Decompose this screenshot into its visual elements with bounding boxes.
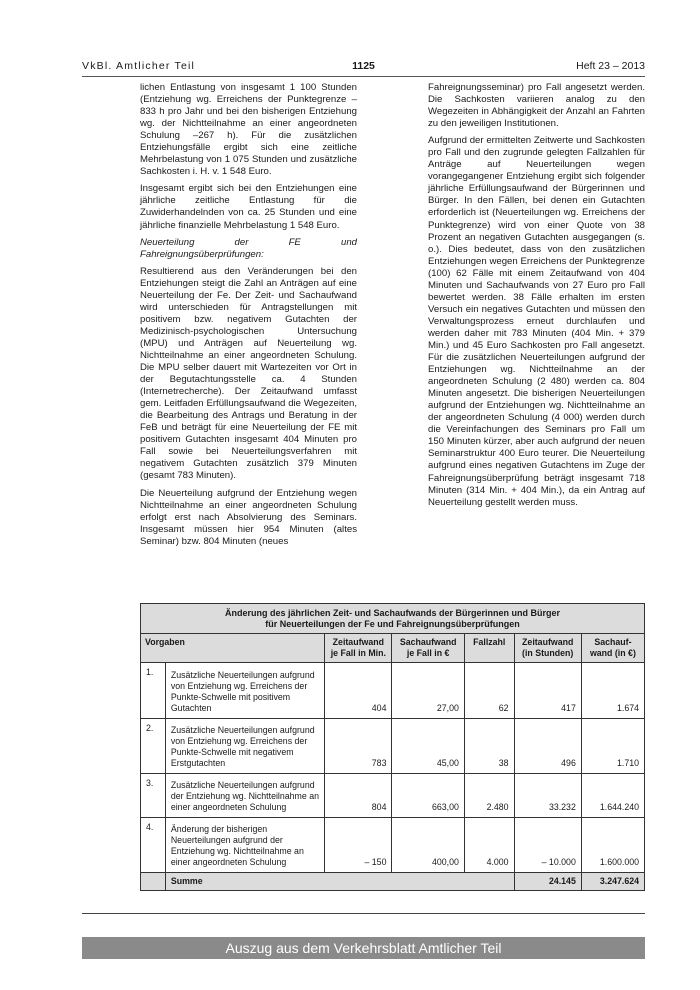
- column-header-zeit-fall: [325, 634, 392, 663]
- cell-zeit-fall: – 150: [325, 818, 392, 873]
- cell-zeit-fall: 804: [325, 774, 392, 818]
- paragraph: Die Neuerteilung aufgrund der Entziehung wegen Nichtteilnahme an einer angeordneten Schulung erfolgt erst nach Absolvierung des Seminars. Insgesamt müssen hier 954 Minuten (altes Seminar) bzw. 804 Minuten (neues: [140, 487, 357, 547]
- row-description: Zusätzliche Neuerteilungen aufgrund der Entziehung wg. Nichtteilnahme an einer angeordneten Schulung: [165, 774, 324, 818]
- sum-sach-total: 3.247.624: [581, 873, 644, 891]
- table-title-line: für Neuerteilungen der Fe und Fahreignungsüberprüfungen: [265, 619, 520, 629]
- cell-sach-total: 1.710: [581, 719, 644, 774]
- paragraph: Aufgrund der ermittelten Zeitwerte und Sachkosten pro Fall und den zugrunde gelegten Fallzahlen für Anträge auf Neuerteilungen wegen vorangegangener Entziehung ergibt sich folgender jährliche Erfüllungsaufwand der Bürgerinnen und Bürger. In den Fällen, bei denen ein Gutachten erforderlich ist (Neuerteilungen wg. Erreichens der Punktegrenze) wird von einer Quote von 38 Prozent an negativen Gutachten ausgegangen (s. o.). Dies bedeutet, dass von den zusätzlichen Entziehungen wegen Erreichens der Punktegrenze (100) 62 Fälle mit einem Zeitaufwand von 404 Minuten und Sachaufwands von 27 Euro pro Fall bewertet werden. 38 Fälle erhalten im ersten Versuch ein negatives Gutachten und müssen den Verwaltungsprozess erneut durchlaufen und werden daher mit 783 Minuten (404 Min. + 379 Min.) und 45 Euro Sachkosten pro Fall angesetzt. Für die zusätzlichen Neuerteilungen aufgrund der Entziehungen wg. Nichtteilnahme an der angeordneten Schulung (2 480) werden ca. 804 Minuten angesetzt. Die bisherigen Neuerteilungen aufgrund der Entziehungen wg. Nichtteilnahme an der angeordneten Schulung (4 000) werden durch die Vereinfachungen des Seminars pro Fall um 150 Minuten kürzer, aber auch aufgrund der neuen Seminarstruktur 400 Euro teurer. Die Neuerteilung aufgrund eines negativen Gutachtens im Zuge der Fahreignungsüberprüfung beträgt insgesamt 718 Minuten (314 Min. + 404 Min.), da ein Antrag auf Neuerteilung gestellt werden muss.: [428, 135, 645, 508]
- header-line: Zeitaufwand: [332, 637, 384, 647]
- sum-label: Summe: [165, 873, 514, 891]
- header-line: je Fall in Min.: [330, 648, 386, 658]
- header-line: wand (in €): [589, 648, 636, 658]
- table-row: [141, 774, 645, 818]
- column-header-zeit-total: [514, 634, 581, 663]
- cell-fallzahl: 62: [464, 663, 514, 719]
- column-header-vorgaben: Vorgaben: [141, 634, 325, 663]
- page-header: [82, 60, 645, 76]
- cell-sach-total: 1.600.000: [581, 818, 644, 873]
- header-line: Sachaufwand: [399, 637, 457, 647]
- table-row: [141, 719, 645, 774]
- row-description: Zusätzliche Neuerteilungen aufgrund von Entziehung wg. Erreichens der Punkte-Schwelle mit positivem Gutachten: [165, 663, 324, 719]
- header-line: (in Stunden): [522, 648, 574, 658]
- paragraph: lichen Entlastung von insgesamt 1 100 Stunden (Entziehung wg. Erreichens der Punktegrenze –833 h pro Jahr und bei den bisherigen Entziehung wg. der Nichtteilnahme an einer angeordneten Schulung –267 h). Für die zusätzlichen Entziehungsfälle ergibt sich eine zeitliche Mehrbelastung von 1 075 Stunden und zusätzliche Sachkosten i. H. v. 1 548 Euro.: [140, 82, 357, 178]
- column-header-sach-fall: [392, 634, 464, 663]
- cell-sach-total: 1.644.240: [581, 774, 644, 818]
- cell-sach-fall: 400,00: [392, 818, 464, 873]
- cell-sach-fall: 663,00: [392, 774, 464, 818]
- bottom-divider: [82, 913, 645, 914]
- cost-change-table: [140, 603, 645, 891]
- table-row: [141, 818, 645, 873]
- paragraph: Insgesamt ergibt sich bei den Entziehungen eine jährliche zeitliche Entlastung für die Zuwiderhandelnden von ca. 25 Stunden und eine jährliche finanzielle Mehrbelastung 1 548 Euro.: [140, 183, 357, 231]
- row-number: 3.: [141, 774, 166, 818]
- header-line: Sachauf-: [594, 637, 632, 647]
- row-number: 2.: [141, 719, 166, 774]
- cell-sach-total: 1.674: [581, 663, 644, 719]
- page-number: 1125: [352, 60, 375, 72]
- cell-zeit-fall: 783: [325, 719, 392, 774]
- cell-zeit-total: – 10.000: [514, 818, 581, 873]
- table-title-row: [141, 604, 645, 634]
- column-header-fallzahl: Fallzahl: [464, 634, 514, 663]
- table-title: [141, 604, 645, 634]
- table-title-line: Änderung des jährlichen Zeit- und Sachaufwands der Bürgerinnen und Bürger: [224, 608, 561, 618]
- cell-zeit-total: 496: [514, 719, 581, 774]
- column-header-sach-total: [581, 634, 644, 663]
- cell-zeit-total: 33.232: [514, 774, 581, 818]
- cell-fallzahl: 38: [464, 719, 514, 774]
- cell-zeit-fall: 404: [325, 663, 392, 719]
- footer-banner: Auszug aus dem Verkehrsblatt Amtlicher Teil: [82, 937, 645, 959]
- issue-label: Heft 23 – 2013: [576, 60, 645, 72]
- row-description: Änderung der bisherigen Neuerteilungen aufgrund der Entziehung wg. Nichtteilnahme an einer angeordneten Schulung: [165, 818, 324, 873]
- table-row: [141, 663, 645, 719]
- sum-spacer: [141, 873, 166, 891]
- paragraph: Fahreignungsseminar) pro Fall angesetzt werden. Die Sachkosten variieren analog zu den Wegezeiten in Abhängigkeit der Anzahl an Fahrten zu den jeweiligen Institutionen.: [428, 82, 645, 130]
- left-text-column: [140, 82, 357, 553]
- header-line: Zeitaufwand: [522, 637, 574, 647]
- cell-sach-fall: 45,00: [392, 719, 464, 774]
- section-heading: Neuerteilung der FE und Fahreignungsüberprüfungen:: [140, 236, 357, 260]
- table-sum-row: [141, 873, 645, 891]
- cell-sach-fall: 27,00: [392, 663, 464, 719]
- right-text-column: [428, 82, 645, 514]
- paragraph: Resultierend aus den Veränderungen bei den Entziehungen steigt die Zahl an Anträgen auf eine Neuerteilung der Fe. Der Zeit- und Sachaufwand wird unterschieden für Antragstellungen mit positivem bzw. negativem Gutachten der Medizinisch-psychologischen Untersuchung (MPU) und Anträgen auf Neuerteilung wg. Nichtteilnahme an einer angeordneten Schulung. Die MPU selber dauert mit Wartezeiten vor Ort in der Begutachtungsstelle ca. 4 Stunden (Internetrecherche). Der Zeitaufwand umfasst gem. Leitfaden Erfüllungsaufwand die Wegezeiten, die Bearbeitung des Antrags und Beratung in der FeB und beträgt für eine Neuerteilung der FE mit positivem Gutachten insgesamt 404 Minuten pro Fall sowie bei Neuerteilungsverfahren mit negativem Gutachten zusätzlich 379 Minuten (gesamt 783 Minuten).: [140, 265, 357, 482]
- row-description: Zusätzliche Neuerteilungen aufgrund von Entziehung wg. Erreichens der Punkte-Schwelle mit negativem Erstgutachten: [165, 719, 324, 774]
- table-header-row: [141, 634, 645, 663]
- cell-fallzahl: 2.480: [464, 774, 514, 818]
- cell-fallzahl: 4.000: [464, 818, 514, 873]
- cell-zeit-total: 417: [514, 663, 581, 719]
- header-divider: [82, 76, 645, 77]
- journal-name: VkBl. Amtlicher Teil: [82, 60, 196, 72]
- header-line: je Fall in €: [406, 648, 450, 658]
- row-number: 1.: [141, 663, 166, 719]
- sum-zeit-total: 24.145: [514, 873, 581, 891]
- row-number: 4.: [141, 818, 166, 873]
